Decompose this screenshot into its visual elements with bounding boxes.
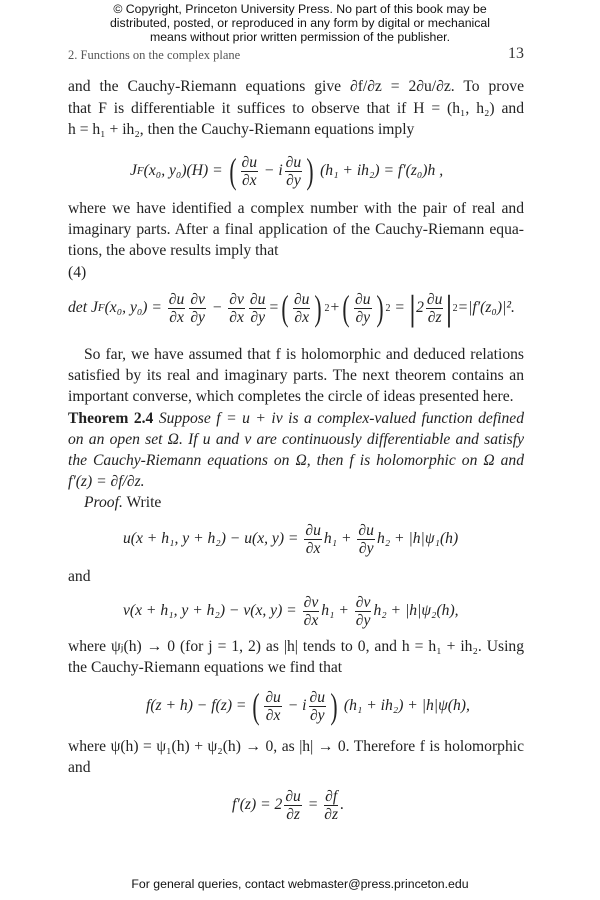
fraction: [309, 689, 327, 724]
text-line: that F is differentiable it suffices to observe that if H = (h₁, h₂) and: [68, 100, 524, 117]
parenthesis: (: [281, 288, 289, 328]
theorem-line: [68, 408, 524, 429]
theorem-line: the Cauchy-Riemann equations on Ω, then f is holomorphic on Ω and: [68, 452, 524, 469]
denominator: ∂z: [286, 805, 300, 823]
numerator: ∂u: [293, 290, 310, 308]
math-text: − i: [283, 697, 307, 714]
numerator: ∂u: [285, 787, 301, 805]
absolute-bar: |: [408, 288, 417, 328]
text-line: where we have identified a complex number with the pair of real and: [68, 200, 524, 217]
denominator: ∂x: [265, 706, 281, 724]
parenthesis: ): [314, 288, 323, 328]
parenthesis: (: [228, 151, 237, 191]
denominator: ∂z: [427, 308, 442, 326]
fraction: [284, 788, 302, 823]
math-text: −: [207, 299, 227, 316]
math-text: (x₀, y₀) =: [104, 299, 166, 316]
math-text: (x₀, y₀)(H) =: [143, 162, 227, 179]
fraction: [249, 291, 267, 326]
math-text: =|f′(z₀)|².: [457, 299, 515, 316]
numerator: ∂v: [229, 290, 244, 308]
fraction: [189, 291, 206, 326]
theorem-line: on an open set Ω. If u and v are continuously differentiable and satisfy: [68, 431, 524, 448]
page-body: [0, 22, 600, 852]
denominator: ∂y: [355, 611, 371, 629]
fraction: [228, 291, 245, 326]
superscript: 2: [324, 302, 330, 314]
theorem-label: Theorem 2.4: [68, 410, 154, 427]
absolute-bar: |: [445, 288, 453, 328]
equation-fprime: [232, 784, 344, 826]
superscript: 2: [452, 302, 458, 314]
numerator: ∂u: [168, 290, 185, 308]
math-text: (h₁ + ih₂) + |h|ψ(h),: [340, 697, 470, 714]
denominator: ∂x: [294, 308, 310, 326]
fraction: [304, 522, 322, 557]
parenthesis: ): [330, 686, 338, 726]
subscript: F: [97, 302, 105, 314]
numerator: ∂u: [355, 290, 371, 308]
denominator: ∂y: [358, 539, 374, 557]
fraction: [241, 154, 259, 189]
numerator: ∂v: [190, 290, 205, 308]
proof-line: [84, 492, 524, 513]
text-line: tions, the above results imply that: [68, 242, 279, 259]
text-line: imaginary parts. After a final application of the Cauchy-Riemann equa-: [68, 221, 524, 238]
theorem-line: f′(z) = ∂f/∂z.: [68, 473, 145, 490]
denominator: ∂z: [324, 805, 339, 823]
math-text: .: [340, 796, 345, 813]
parenthesis: ): [375, 288, 384, 328]
denominator: ∂x: [229, 308, 244, 326]
denominator: ∂x: [241, 171, 257, 189]
page-number: 13: [508, 45, 524, 62]
math-text: =: [390, 299, 409, 316]
numerator: ∂u: [426, 290, 443, 308]
notice-line: © Copyright, Princeton University Press. No part of this book may be: [113, 2, 487, 16]
text-line: So far, we have assumed that f is holomorphic and deduced relations: [84, 346, 524, 363]
fraction: [264, 689, 282, 724]
fraction: [355, 594, 372, 629]
numerator: ∂u: [305, 521, 321, 539]
denominator: ∂y: [286, 171, 301, 189]
math-text: 2: [416, 299, 424, 316]
fraction: [357, 522, 375, 557]
numerator: ∂u: [249, 290, 266, 308]
math-text: v(x + h₁, y + h₂) − v(x, y) =: [123, 602, 301, 619]
equation-v: [123, 590, 459, 632]
fraction: [285, 154, 303, 189]
denominator: ∂x: [303, 611, 319, 629]
equation-determinant: [68, 286, 515, 330]
denominator: ∂y: [309, 706, 325, 724]
math-text: =: [303, 796, 323, 813]
notice-line: means without prior written permission of the publisher.: [149, 30, 451, 44]
fraction: [426, 291, 444, 326]
math-text: det J: [68, 299, 98, 316]
footer-contact: For general queries, contact webmaster@press.princeton.edu: [131, 877, 469, 891]
proof-text: Write: [122, 494, 162, 511]
parenthesis: ): [306, 151, 314, 191]
numerator: ∂v: [355, 593, 371, 611]
denominator: ∂y: [355, 308, 371, 326]
denominator: ∂x: [305, 539, 321, 557]
text-line: and: [68, 568, 91, 585]
math-text: f(z + h) − f(z) =: [146, 697, 251, 714]
parenthesis: (: [342, 288, 350, 328]
fraction: [354, 291, 372, 326]
math-text: h₁ +: [323, 530, 356, 547]
math-text: +: [329, 299, 341, 316]
math-text: (h₁ + ih₂) = f′(z₀)h ,: [316, 162, 444, 179]
notice-line: distributed, posted, or reproduced in any form by digital or mechanical: [109, 16, 491, 30]
numerator: ∂f: [325, 787, 338, 805]
math-text: h₁ +: [321, 602, 353, 619]
text-line: important converse, which completes the circle of ideas presented here.: [68, 388, 514, 405]
numerator: ∂u: [285, 153, 302, 171]
theorem-text: Suppose f = u + iv is a complex-valued function defined: [153, 410, 524, 427]
text-line: h = h₁ + ih₂, then the Cauchy-Riemann equations imply: [68, 121, 415, 138]
text-line: where ψⱼ(h) → 0 (for j = 1, 2) as |h| tends to 0, and h = h₁ + ih₂. Using: [68, 638, 524, 655]
numerator: ∂u: [358, 521, 374, 539]
math-text: − i: [260, 162, 283, 179]
denominator: ∂x: [169, 308, 184, 326]
numerator: ∂u: [241, 153, 258, 171]
math-text: f′(z) = 2: [232, 796, 283, 813]
text-line: and: [68, 759, 91, 776]
parenthesis: (: [252, 686, 260, 726]
fraction: [324, 788, 338, 823]
text-line: the Cauchy-Riemann equations we find that: [68, 659, 343, 676]
fraction: [168, 291, 186, 326]
proof-label: Proof.: [84, 494, 123, 511]
equation-f: [146, 684, 470, 728]
fraction: [293, 291, 311, 326]
math-text: J: [130, 162, 137, 179]
math-text: h₂ + |h|ψ₂(h),: [373, 602, 459, 619]
denominator: ∂y: [250, 308, 265, 326]
text-line: where ψ(h) = ψ₁(h) + ψ₂(h) → 0, as |h| → 0. Therefore f is holomorphic: [68, 738, 524, 755]
math-text: u(x + h₁, y + h₂) − u(x, y) =: [123, 530, 303, 547]
text-line: satisfied by its real and imaginary parts. The next theorem contains an: [68, 367, 524, 384]
numerator: ∂u: [265, 688, 281, 706]
numerator: ∂u: [309, 688, 326, 706]
text-line: and the Cauchy-Riemann equations give ∂f/∂z = 2∂u/∂z. To prove: [68, 78, 524, 95]
denominator: ∂y: [190, 308, 205, 326]
math-text: =: [268, 299, 279, 316]
numerator: ∂v: [303, 593, 319, 611]
equation-number: (4): [68, 264, 87, 281]
equation-u: [123, 518, 458, 560]
running-head: 2. Functions on the complex plane: [68, 48, 241, 62]
fraction: [303, 594, 320, 629]
superscript: 2: [385, 302, 391, 314]
math-text: h₂ + |h|ψ₁(h): [376, 530, 459, 547]
subscript: F: [136, 165, 144, 177]
equation-jacobian: [130, 150, 443, 192]
